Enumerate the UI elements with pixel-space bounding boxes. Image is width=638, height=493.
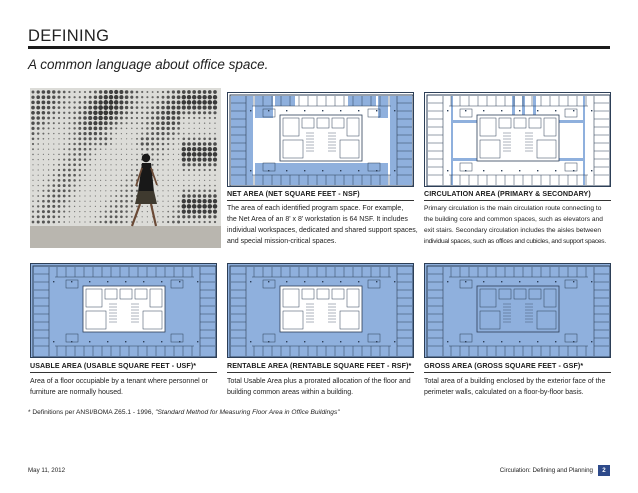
office-wall-photo	[30, 88, 221, 248]
gross-area-divider	[424, 372, 611, 373]
circulation-area-floor-plan	[424, 92, 611, 187]
usable-area-description: Area of a floor occupiable by a tenant where personnel or furniture are normally housed.	[30, 378, 208, 396]
rentable-area-divider	[227, 372, 414, 373]
footer-date: May 11, 2012	[28, 467, 66, 474]
circulation-area-description: Primary circulation is the main circulation route connecting to the building core and common spaces, such as elevators and exit stairs. Secondary circulation includes the aisles between individual spaces, such as offices and cubicles, and support spaces.	[424, 205, 606, 245]
usable-area-floor-plan	[30, 263, 217, 358]
definitions-footnote: * Definitions per ANSI/BOMA Z65.1 - 1996, "Standard Method for Measuring Floor Area in Office Buildings"	[28, 409, 340, 416]
rentable-area-floor-plan	[227, 263, 414, 358]
net-area-floor-plan	[227, 92, 414, 187]
title-rule	[28, 46, 610, 49]
net-area-heading: NET AREA (NET SQUARE FEET - NSF)	[227, 190, 360, 198]
usable-area-heading: USABLE AREA (USABLE SQUARE FEET - USF)*	[30, 362, 197, 370]
gross-area-heading: GROSS AREA (GROSS SQUARE FEET - GSF)*	[424, 362, 584, 370]
page-title: DEFINING	[28, 27, 110, 45]
page-subtitle: A common language about office space.	[28, 57, 269, 72]
net-area-divider	[227, 200, 414, 201]
circulation-area-heading: CIRCULATION AREA (PRIMARY & SECONDARY)	[424, 190, 591, 198]
rentable-area-description: Total Usable Area plus a prorated allocation of the floor and building common areas within a building.	[227, 378, 411, 396]
usable-area-divider	[30, 372, 217, 373]
rentable-area-heading: RENTABLE AREA (RENTABLE SQUARE FEET - RSF)*	[227, 362, 412, 370]
net-area-description: The area of each identified program space. For example, the Net Area of an 8' x 8' workstation is 64 NSF. It includes individual workspaces, dedicated and shared support spaces, and special mission-critical spaces.	[227, 205, 418, 245]
page-number-badge: 2	[598, 465, 610, 476]
circulation-area-divider	[424, 200, 611, 201]
footer-section-title: Circulation: Defining and Planning	[499, 467, 593, 474]
gross-area-floor-plan	[424, 263, 611, 358]
gross-area-description: Total area of a building enclosed by the exterior face of the perimeter walls, calculated on a floor-by-floor basis.	[424, 378, 606, 396]
